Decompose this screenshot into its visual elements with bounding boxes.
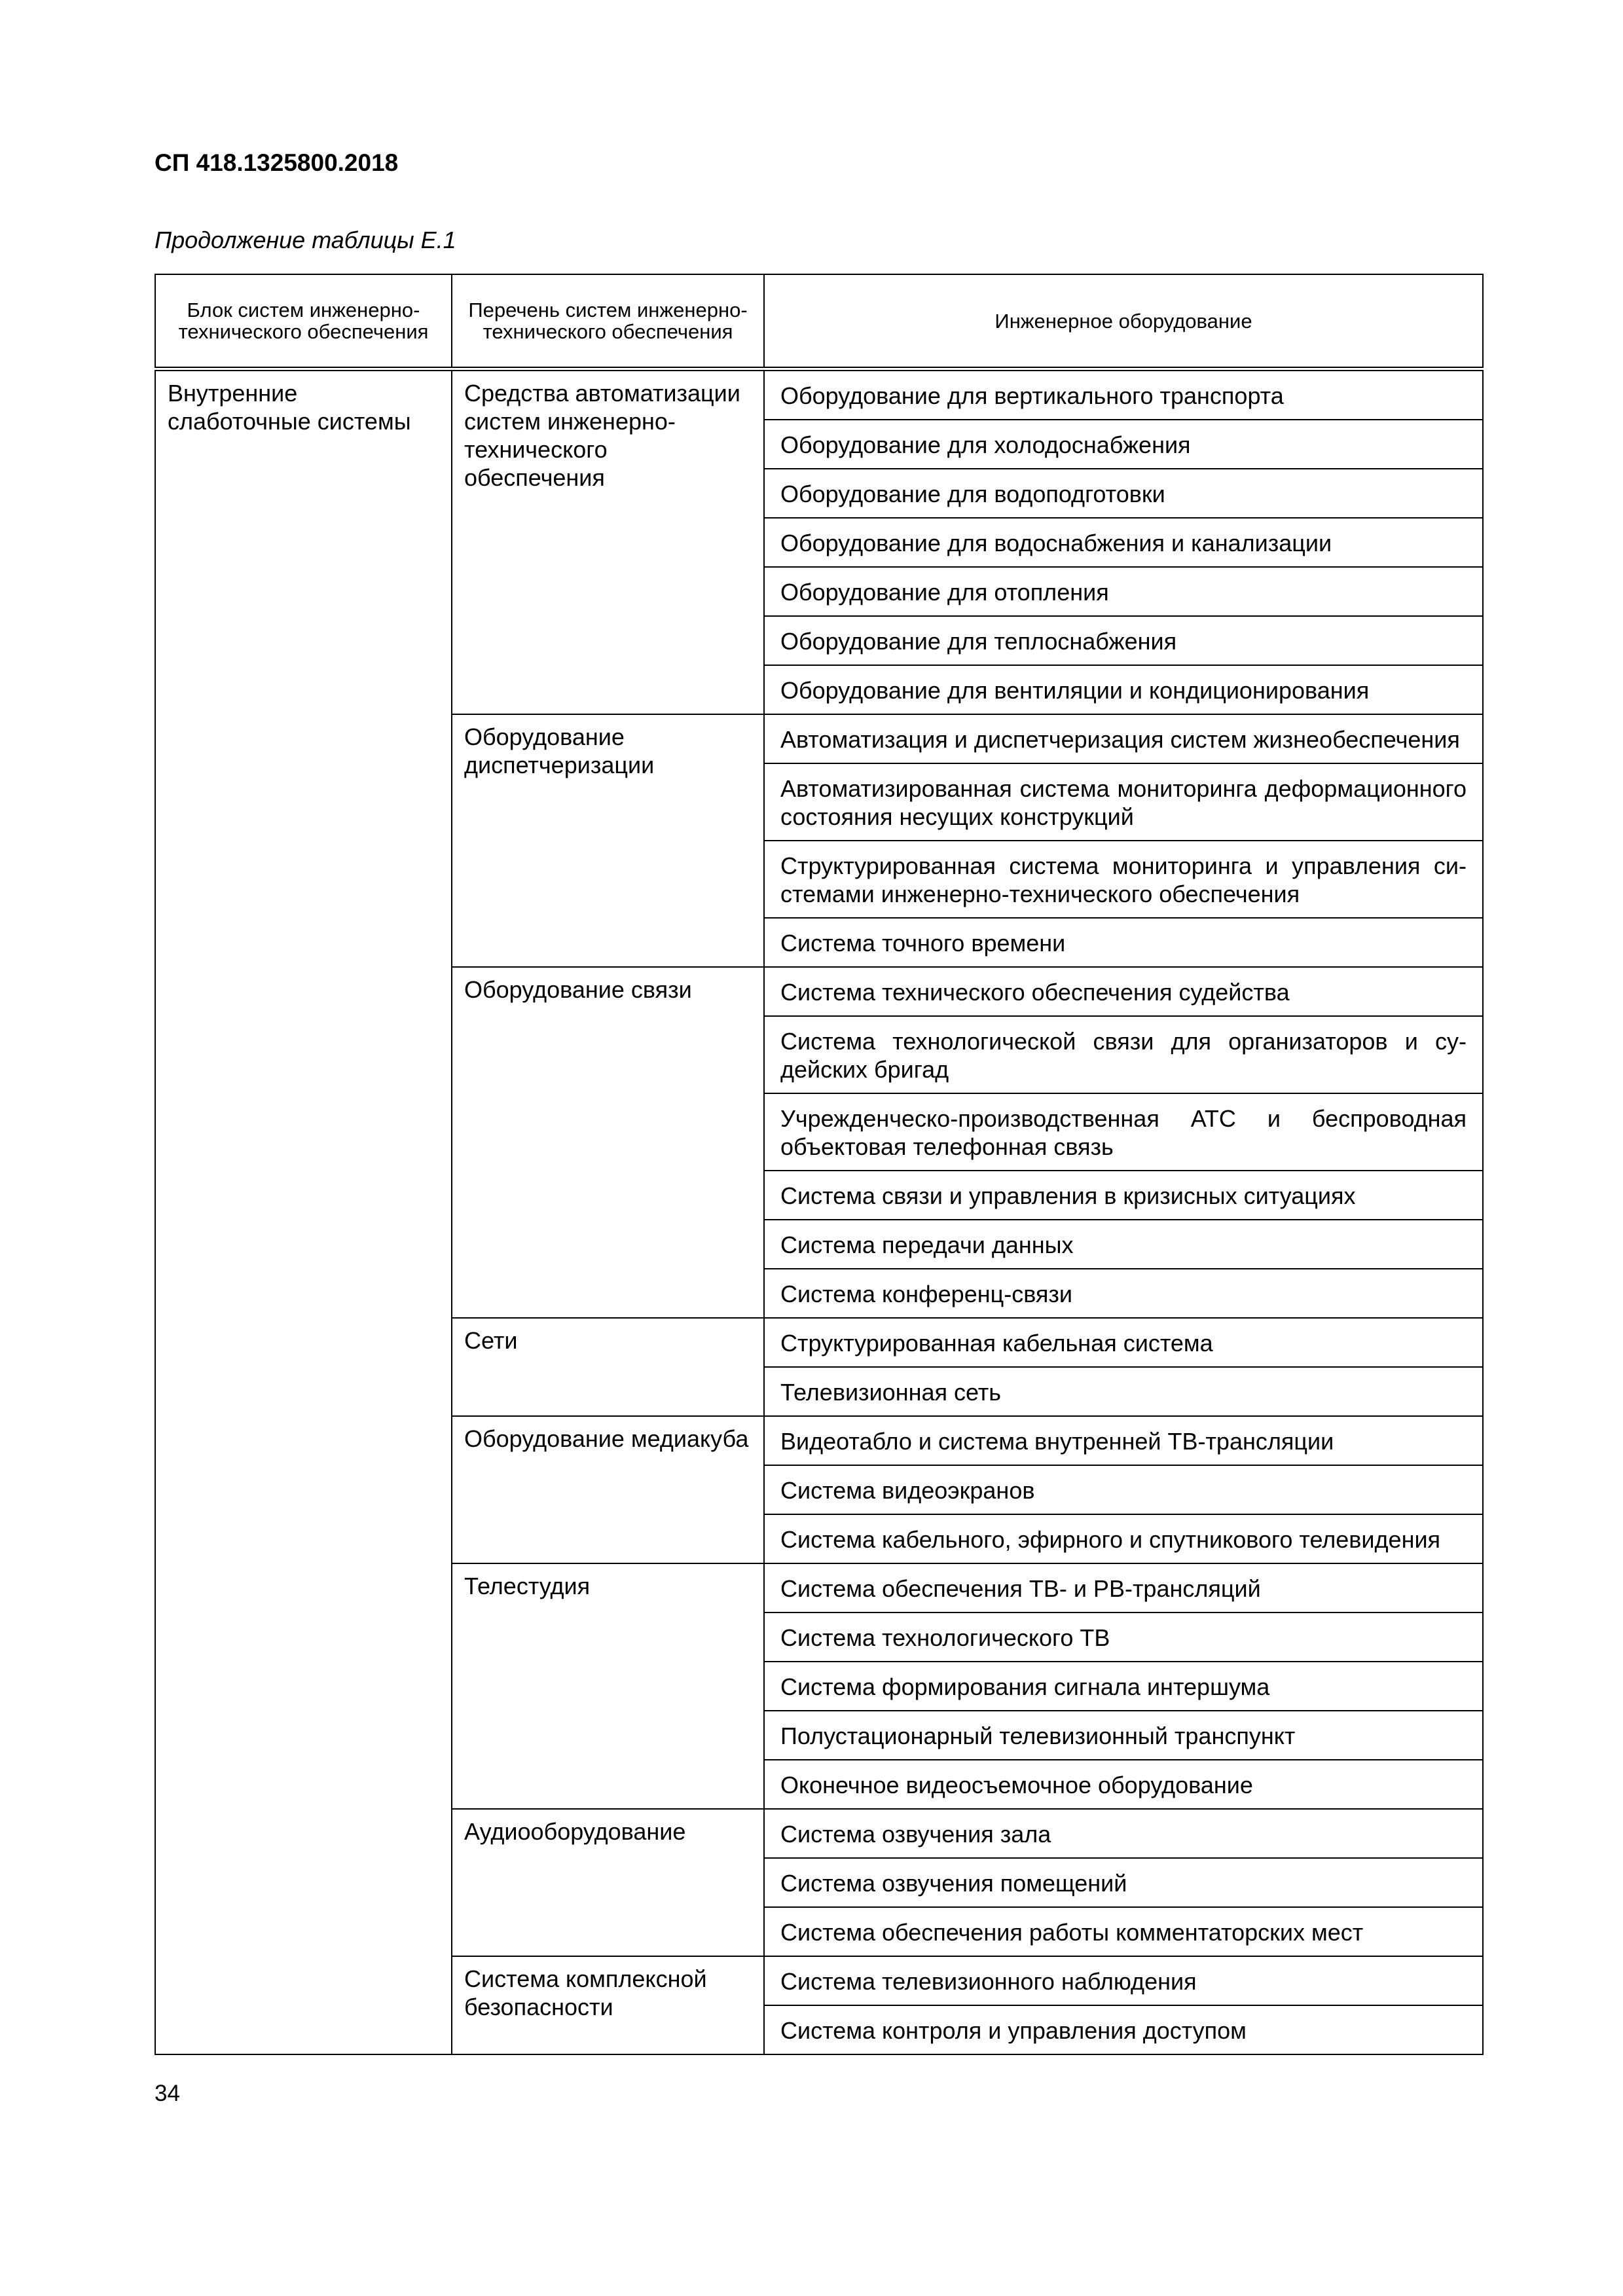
system-group-cell: Сети — [452, 1318, 764, 1416]
equipment-cell: Система точного времени — [764, 918, 1483, 967]
equipment-cell: Система технологической связи для организаторов и судейских бригад — [764, 1016, 1483, 1093]
equipment-cell: Система формирования сигнала интершума — [764, 1662, 1483, 1711]
system-group-cell: Оборудование связи — [452, 967, 764, 1318]
equipment-cell: Система контроля и управления доступом — [764, 2005, 1483, 2054]
column-header-block: Блок систем инженерно-технического обеспечения — [155, 274, 452, 369]
equipment-cell: Оборудование для теплоснабжения — [764, 616, 1483, 665]
system-group-cell: Аудиооборудование — [452, 1809, 764, 1956]
equipment-cell: Оборудование для отопления — [764, 567, 1483, 616]
equipment-cell: Полустационарный телевизионный транспункт — [764, 1711, 1483, 1760]
equipment-cell: Структурированная кабельная система — [764, 1318, 1483, 1367]
equipment-cell: Система технологического ТВ — [764, 1613, 1483, 1662]
equipment-cell: Система обеспечения ТВ- и РВ-трансляций — [764, 1563, 1483, 1613]
document-code: СП 418.1325800.2018 — [155, 149, 399, 176]
system-group-cell: Система комплексной безопасности — [452, 1956, 764, 2054]
equipment-cell: Система кабельного, эфирного и спутникового телевидения — [764, 1514, 1483, 1563]
table-caption: Продолжение таблицы Е.1 — [155, 227, 456, 253]
block-cell: Внутренние слаботочные системы — [155, 369, 452, 2055]
equipment-cell: Оборудование для холодоснабжения — [764, 420, 1483, 469]
equipment-cell: Видеотабло и система внутренней ТВ-трансляции — [764, 1416, 1483, 1465]
equipment-cell: Оборудование для водоснабжения и канализации — [764, 518, 1483, 567]
equipment-cell: Система связи и управления в кризисных ситуациях — [764, 1171, 1483, 1220]
table-body — [155, 369, 1483, 2055]
equipment-cell: Система видеоэкранов — [764, 1465, 1483, 1514]
system-group-cell: Телестудия — [452, 1563, 764, 1809]
equipment-table — [155, 274, 1484, 2055]
equipment-cell: Система передачи данных — [764, 1220, 1483, 1269]
equipment-cell: Система обеспечения работы комментаторских мест — [764, 1907, 1483, 1956]
column-header-systems: Перечень систем инженерно-технического обеспечения — [452, 274, 764, 369]
system-group-cell: Средства автоматизации систем инженерно-технического обеспечения — [452, 369, 764, 715]
equipment-cell: Система озвучения помещений — [764, 1858, 1483, 1907]
equipment-cell: Система телевизионного наблюдения — [764, 1956, 1483, 2005]
equipment-cell: Автоматизация и диспетчеризация систем жизнеобеспечения — [764, 714, 1483, 763]
equipment-cell: Система озвучения зала — [764, 1809, 1483, 1858]
equipment-cell: Автоматизированная система мониторинга деформационного состояния несущих конструкций — [764, 763, 1483, 841]
system-group-cell: Оборудование медиакуба — [452, 1416, 764, 1563]
equipment-cell: Телевизионная сеть — [764, 1367, 1483, 1416]
equipment-cell: Система технического обеспечения судейства — [764, 967, 1483, 1016]
column-header-equipment: Инженерное оборудование — [764, 274, 1483, 369]
table-header-row — [155, 274, 1483, 369]
equipment-cell: Учрежденческо-производственная АТС и беспроводная объектовая телефонная связь — [764, 1093, 1483, 1171]
equipment-cell: Система конференц-связи — [764, 1269, 1483, 1318]
equipment-cell: Оборудование для вертикального транспорта — [764, 369, 1483, 420]
equipment-cell: Оборудование для вентиляции и кондиционирования — [764, 665, 1483, 714]
equipment-cell: Структурированная система мониторинга и управления системами инженерно-технического обеспечения — [764, 841, 1483, 918]
page-number: 34 — [155, 2081, 180, 2106]
equipment-cell: Оконечное видеосъемочное оборудование — [764, 1760, 1483, 1809]
table-row — [155, 369, 1483, 420]
system-group-cell: Оборудование диспетчеризации — [452, 714, 764, 967]
equipment-cell: Оборудование для водоподготовки — [764, 469, 1483, 518]
